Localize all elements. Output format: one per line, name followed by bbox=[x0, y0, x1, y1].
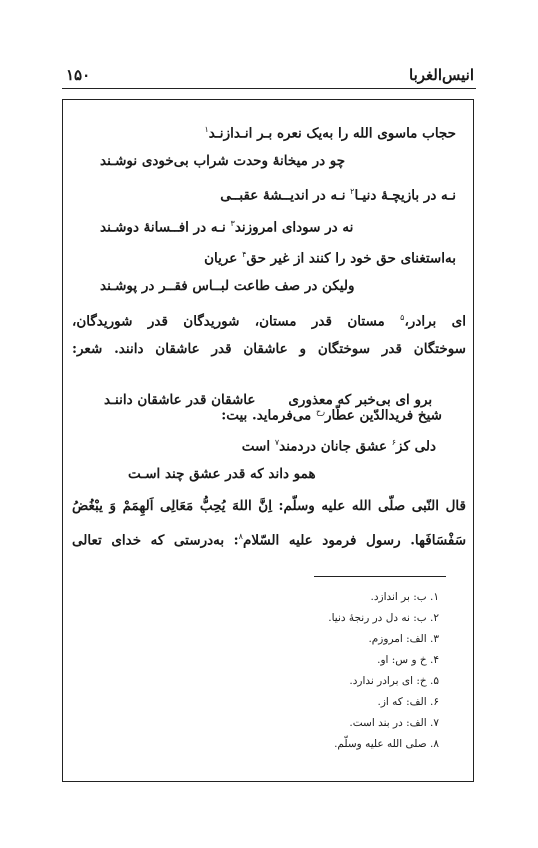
footnote-ref: ۳ bbox=[230, 219, 235, 228]
footnote-ref: ۲ bbox=[350, 187, 355, 196]
footnote-ref: ۷ bbox=[274, 438, 280, 447]
verse-line-4: نه در سودای امروزند$^۳$ نـه در افــسانهٔ دوشـند bbox=[100, 219, 354, 236]
page-header-title: انیس‌الغربا bbox=[409, 66, 474, 84]
footnote-ref: رح bbox=[315, 407, 325, 416]
footnote-7: ۷. الف: در بند است. bbox=[349, 717, 439, 729]
footnote-2: ۲. ب: نه دل در رنجهٔ دنیا. bbox=[328, 612, 439, 624]
header-rule bbox=[62, 88, 476, 89]
verse-line-1: حجاب ماسوی الله را به‌یک نعره بـر انـدازنـد$^۱$ bbox=[204, 125, 456, 142]
verse-line-3: نـه در بازیچـهٔ دنیـا$^۲$ نـه در اندیــشهٔ عقبــی bbox=[220, 187, 456, 204]
prose-line-3: شیخ فریدالدّین عطّار$^{رح}$ می‌فرماید. بیت: bbox=[221, 407, 442, 424]
verse-line-9: همو داند که قدر عشق چند اسـت bbox=[128, 466, 316, 482]
prose-line-1: ای برادر،$^۵$ مستان قدر مستان، شوریدگان قدر شوریدگان، bbox=[72, 313, 466, 330]
footnote-ref: ۶ bbox=[391, 438, 397, 447]
prose-line-2: سوختگان قدر سوختگان و عاشقان قدر عاشقان دانند. شعر: bbox=[72, 341, 466, 357]
prose-line-5: سَفْسَافَها. رسول فرمود علیه السّلام$^۸$: به‌درستی که خدای تعالی bbox=[72, 532, 466, 549]
footnote-5: ۵. خ: ای برادر ندارد. bbox=[349, 675, 439, 687]
page-number: ۱۵۰ bbox=[66, 66, 91, 84]
footnote-ref: ۸ bbox=[238, 532, 243, 541]
verse-line-2: چو در میخانهٔ وحدت شراب بی‌خودی نوشـند bbox=[100, 153, 346, 169]
verse-line-6: ولیکن در صف طاعت لبــاس فقــر در پوشـند bbox=[100, 278, 355, 294]
footnote-8: ۸. صلی الله علیه وسلّم. bbox=[334, 738, 439, 750]
prose-line-4: قال النّبی صلّی الله علیه وسلّم: اِنَّ اللهَ یُحِبُّ مَعَالِی اَلهِمَمْ وَ یبْغُضُ bbox=[72, 498, 466, 514]
footnote-3: ۳. الف: امروزم. bbox=[368, 633, 439, 645]
verse-line-5: به‌استغنای حق خود را کنند از غیر حق$^۴$ عریان bbox=[204, 250, 456, 267]
footnote-ref: ۴ bbox=[242, 250, 247, 259]
verse-line-7: برو ای بی‌خبر که معذوری عاشقان قدر عاشقان داننـد bbox=[104, 392, 433, 408]
footnote-ref: ۵ bbox=[400, 313, 405, 322]
verse-line-8: دلی کز$^۶$ عشق جانان دردمند$^۷$ است bbox=[241, 438, 436, 455]
footnote-ref: ۱ bbox=[204, 125, 209, 134]
footnote-1: ۱. ب: بر اندازد. bbox=[370, 591, 439, 603]
footnote-6: ۶. الف: که از. bbox=[377, 696, 439, 708]
footnote-4: ۴. خ و س: او. bbox=[377, 654, 439, 666]
footnote-rule bbox=[314, 576, 446, 577]
